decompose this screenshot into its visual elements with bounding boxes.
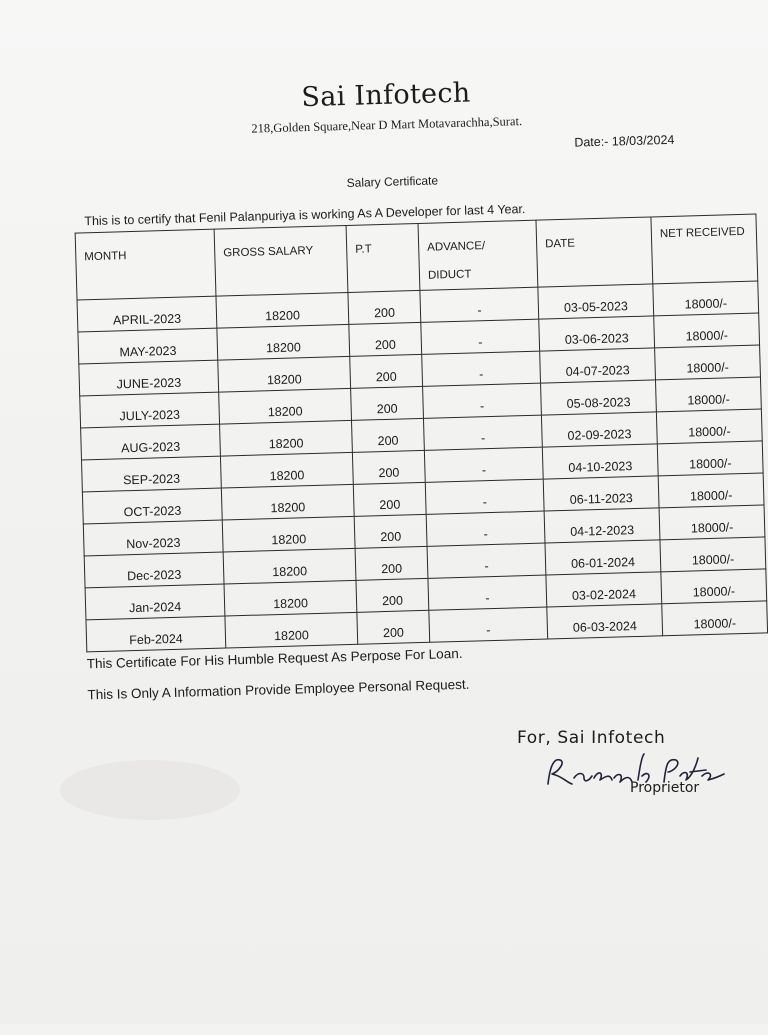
salary-table-body xyxy=(77,281,768,652)
header-gross-salary: GROSS SALARY xyxy=(214,225,348,296)
cell-payment-date: 06-11-2023 xyxy=(543,476,659,511)
cell-advance-deduct: - xyxy=(425,479,544,514)
cell-pt: 200 xyxy=(351,386,424,420)
cell-advance-deduct: - xyxy=(427,543,546,578)
cell-month: OCT-2023 xyxy=(82,488,222,524)
company-name: Sai Infotech xyxy=(301,77,471,114)
header-net-received: NET RECEIVED xyxy=(651,214,758,284)
cell-month: MAY-2023 xyxy=(78,328,218,364)
cell-gross-salary: 18200 xyxy=(219,388,352,424)
cell-month: JULY-2023 xyxy=(80,392,220,428)
cell-gross-salary: 18200 xyxy=(221,484,354,520)
information-note: This Is Only A Information Provide Employee Personal Request. xyxy=(87,676,470,703)
cell-advance-deduct: - xyxy=(428,575,547,610)
signoff-company: For, Sai Infotech xyxy=(517,728,666,748)
header-date: DATE xyxy=(536,217,653,287)
cell-net-received: 18000/- xyxy=(656,409,762,444)
cell-advance-deduct: - xyxy=(429,607,548,642)
cell-gross-salary: 18200 xyxy=(220,452,353,488)
document-title: Salary Certificate xyxy=(346,173,439,190)
cell-month: JUNE-2023 xyxy=(79,360,219,396)
cell-advance-deduct: - xyxy=(422,351,541,386)
company-address: 218,Golden Square,Near D Mart Motavarachha,Surat. xyxy=(251,114,523,136)
cell-month: AUG-2023 xyxy=(81,424,221,460)
cell-advance-deduct: - xyxy=(426,511,545,546)
cell-month: Feb-2024 xyxy=(86,616,226,652)
cell-net-received: 18000/- xyxy=(653,281,759,316)
cell-net-received: 18000/- xyxy=(659,505,765,540)
cell-gross-salary: 18200 xyxy=(222,516,355,552)
cell-advance-deduct: - xyxy=(420,287,539,322)
cell-month: APRIL-2023 xyxy=(77,296,217,332)
cell-net-received: 18000/- xyxy=(661,569,767,604)
cell-month: Dec-2023 xyxy=(84,552,224,588)
header-month: MONTH xyxy=(75,229,216,300)
cell-pt: 200 xyxy=(354,514,427,548)
cell-month: Nov-2023 xyxy=(83,520,223,556)
cell-net-received: 18000/- xyxy=(658,473,764,508)
cell-month: SEP-2023 xyxy=(81,456,221,492)
header-advance-deduct: ADVANCE/ DIDUCT xyxy=(418,220,538,290)
cell-advance-deduct: - xyxy=(421,319,540,354)
cell-payment-date: 06-03-2024 xyxy=(547,604,663,639)
cell-gross-salary: 18200 xyxy=(217,324,350,360)
cell-pt: 200 xyxy=(348,290,421,324)
cell-payment-date: 03-02-2024 xyxy=(546,572,662,607)
cell-pt: 200 xyxy=(357,610,430,644)
certification-statement: This is to certify that Fenil Palanpuriya is working As A Developer for last 4 Year. xyxy=(84,201,526,229)
cell-gross-salary: 18200 xyxy=(224,580,357,616)
cell-net-received: 18000/- xyxy=(657,441,763,476)
cell-payment-date: 04-10-2023 xyxy=(542,444,658,479)
cell-pt: 200 xyxy=(351,418,424,452)
cell-net-received: 18000/- xyxy=(662,601,768,636)
cell-payment-date: 05-08-2023 xyxy=(541,380,657,415)
cell-payment-date: 03-05-2023 xyxy=(538,284,654,319)
cell-gross-salary: 18200 xyxy=(220,420,353,456)
signatory-title: Proprietor xyxy=(630,780,700,796)
cell-payment-date: 04-07-2023 xyxy=(540,348,656,383)
cell-payment-date: 02-09-2023 xyxy=(541,412,657,447)
cell-net-received: 18000/- xyxy=(655,345,761,380)
cell-advance-deduct: - xyxy=(424,447,543,482)
cell-gross-salary: 18200 xyxy=(218,356,351,392)
cell-net-received: 18000/- xyxy=(655,377,761,412)
header-pt: P.T xyxy=(346,223,420,292)
cell-payment-date: 03-06-2023 xyxy=(539,316,655,351)
cell-pt: 200 xyxy=(352,450,425,484)
cell-gross-salary: 18200 xyxy=(223,548,356,584)
cell-net-received: 18000/- xyxy=(660,537,766,572)
cell-pt: 200 xyxy=(355,546,428,580)
cell-advance-deduct: - xyxy=(423,415,542,450)
cell-pt: 200 xyxy=(349,322,422,356)
cell-net-received: 18000/- xyxy=(654,313,760,348)
cell-gross-salary: 18200 xyxy=(225,612,358,648)
cell-advance-deduct: - xyxy=(423,383,542,418)
certificate-date: Date:- 18/03/2024 xyxy=(574,132,675,150)
cell-payment-date: 06-01-2024 xyxy=(545,540,661,575)
loan-purpose-note: This Certificate For His Humble Request As Perpose For Loan. xyxy=(86,645,463,672)
cell-payment-date: 04-12-2023 xyxy=(544,508,660,543)
cell-month: Jan-2024 xyxy=(85,584,225,620)
cell-pt: 200 xyxy=(353,482,426,516)
cell-pt: 200 xyxy=(356,578,429,612)
cell-pt: 200 xyxy=(350,354,423,388)
salary-table xyxy=(75,214,768,653)
cell-gross-salary: 18200 xyxy=(216,292,349,328)
